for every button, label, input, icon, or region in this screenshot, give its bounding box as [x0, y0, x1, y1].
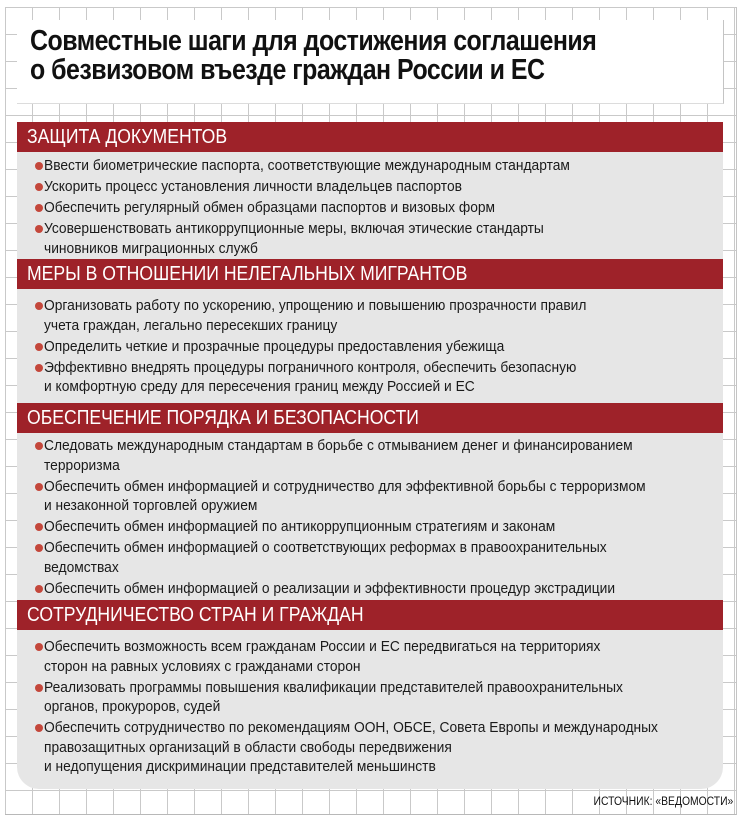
section-list-cooperation — [17, 637, 723, 778]
section-heading: СОТРУДНИЧЕСТВО СТРАН И ГРАЖДАН — [27, 604, 364, 626]
bullet-icon — [35, 225, 43, 233]
title-box — [17, 20, 724, 104]
item-text: Реализовать программы повышения квалификации представителей правоохранительных органов, прокуроров, судей — [44, 678, 623, 715]
bullet-icon — [35, 343, 43, 351]
list-item — [17, 718, 723, 777]
bullet-icon — [35, 364, 43, 372]
item-text: Обеспечить регулярный обмен образцами паспортов и визовых форм — [44, 199, 496, 216]
section-list-illegal-migrants — [17, 296, 723, 398]
section-header-cooperation — [17, 600, 723, 630]
list-item — [17, 156, 723, 176]
title-line-1: Совместные шаги для достижения соглашения — [30, 25, 597, 57]
bullet-icon — [35, 724, 43, 732]
bullet-icon — [35, 544, 43, 552]
section-header-order-security — [17, 403, 723, 433]
list-item — [17, 637, 723, 676]
item-text: Обеспечить обмен информацией о соответствующих реформах в правоохранительных ведомствах — [44, 539, 607, 576]
bullet-icon — [35, 302, 43, 310]
item-text: Определить четкие и прозрачные процедуры предоставления убежища — [44, 337, 505, 355]
item-text: Эффективно внедрять процедуры пограничного контроля, обеспечить безопасную и комфортную среду для пересечения границ между Россией и ЕС — [44, 358, 577, 395]
bullet-icon — [35, 684, 43, 692]
item-text: Обеспечить обмен информацией о реализации и эффективности процедур экстрадиции — [44, 579, 616, 597]
list-item — [17, 678, 723, 717]
section-list-document-protection — [17, 156, 723, 260]
list-item — [17, 177, 723, 197]
item-text: Усовершенствовать антикоррупционные меры, включая этические стандарты чиновников миграционных служб — [44, 220, 544, 257]
section-header-document-protection — [17, 122, 723, 152]
item-text: Ввести биометрические паспорта, соответствующие международным стандартам — [44, 157, 570, 174]
bullet-icon — [35, 204, 43, 212]
bullet-icon — [35, 643, 43, 651]
section-heading: ОБЕСПЕЧЕНИЕ ПОРЯДКА И БЕЗОПАСНОСТИ — [27, 407, 419, 429]
section-list-order-security — [17, 436, 723, 600]
list-item — [17, 337, 723, 357]
item-text: Обеспечить сотрудничество по рекомендациям ООН, ОБСЕ, Совета Европы и международных правозащитных организаций в области свободы передвижения и недопущения дискриминации представителей меньшинств — [44, 719, 658, 775]
section-heading: ЗАЩИТА ДОКУМЕНТОВ — [27, 126, 228, 148]
page-title — [30, 27, 596, 85]
list-item — [17, 579, 723, 599]
list-item — [17, 538, 723, 577]
list-item — [17, 219, 723, 258]
list-item — [17, 436, 723, 475]
section-header-illegal-migrants — [17, 259, 723, 289]
bullet-icon — [35, 162, 43, 170]
item-text: Ускорить процесс установления личности владельцев паспортов — [44, 178, 462, 195]
list-item — [17, 477, 723, 516]
item-text: Обеспечить обмен информацией и сотрудничество для эффективной борьбы с терроризмом и незаконной торговлей оружием — [44, 477, 646, 514]
bullet-icon — [35, 183, 43, 191]
content-panel — [17, 122, 723, 789]
item-text: Обеспечить возможность всем гражданам России и ЕС передвигаться на территориях сторон на равных условиях с гражданами сторон — [44, 638, 601, 675]
list-item — [17, 517, 723, 537]
bullet-icon — [35, 483, 43, 491]
list-item — [17, 358, 723, 397]
source-credit: ИСТОЧНИК: «ВЕДОМОСТИ» — [593, 796, 733, 808]
list-item — [17, 296, 723, 335]
item-text: Организовать работу по ускорению, упрощению и повышению прозрачности правил учета граждан, легально пересекших границу — [44, 297, 587, 334]
item-text: Следовать международным стандартам в борьбе с отмыванием денег и финансированием терроризма — [44, 437, 633, 474]
bullet-icon — [35, 442, 43, 450]
item-text: Обеспечить обмен информацией по антикоррупционным стратегиям и законам — [44, 518, 556, 535]
bullet-icon — [35, 585, 43, 593]
list-item — [17, 198, 723, 218]
title-line-2: о безвизовом въезде граждан России и ЕС — [30, 54, 545, 86]
bullet-icon — [35, 523, 43, 531]
section-heading: МЕРЫ В ОТНОШЕНИИ НЕЛЕГАЛЬНЫХ МИГРАНТОВ — [27, 263, 468, 285]
